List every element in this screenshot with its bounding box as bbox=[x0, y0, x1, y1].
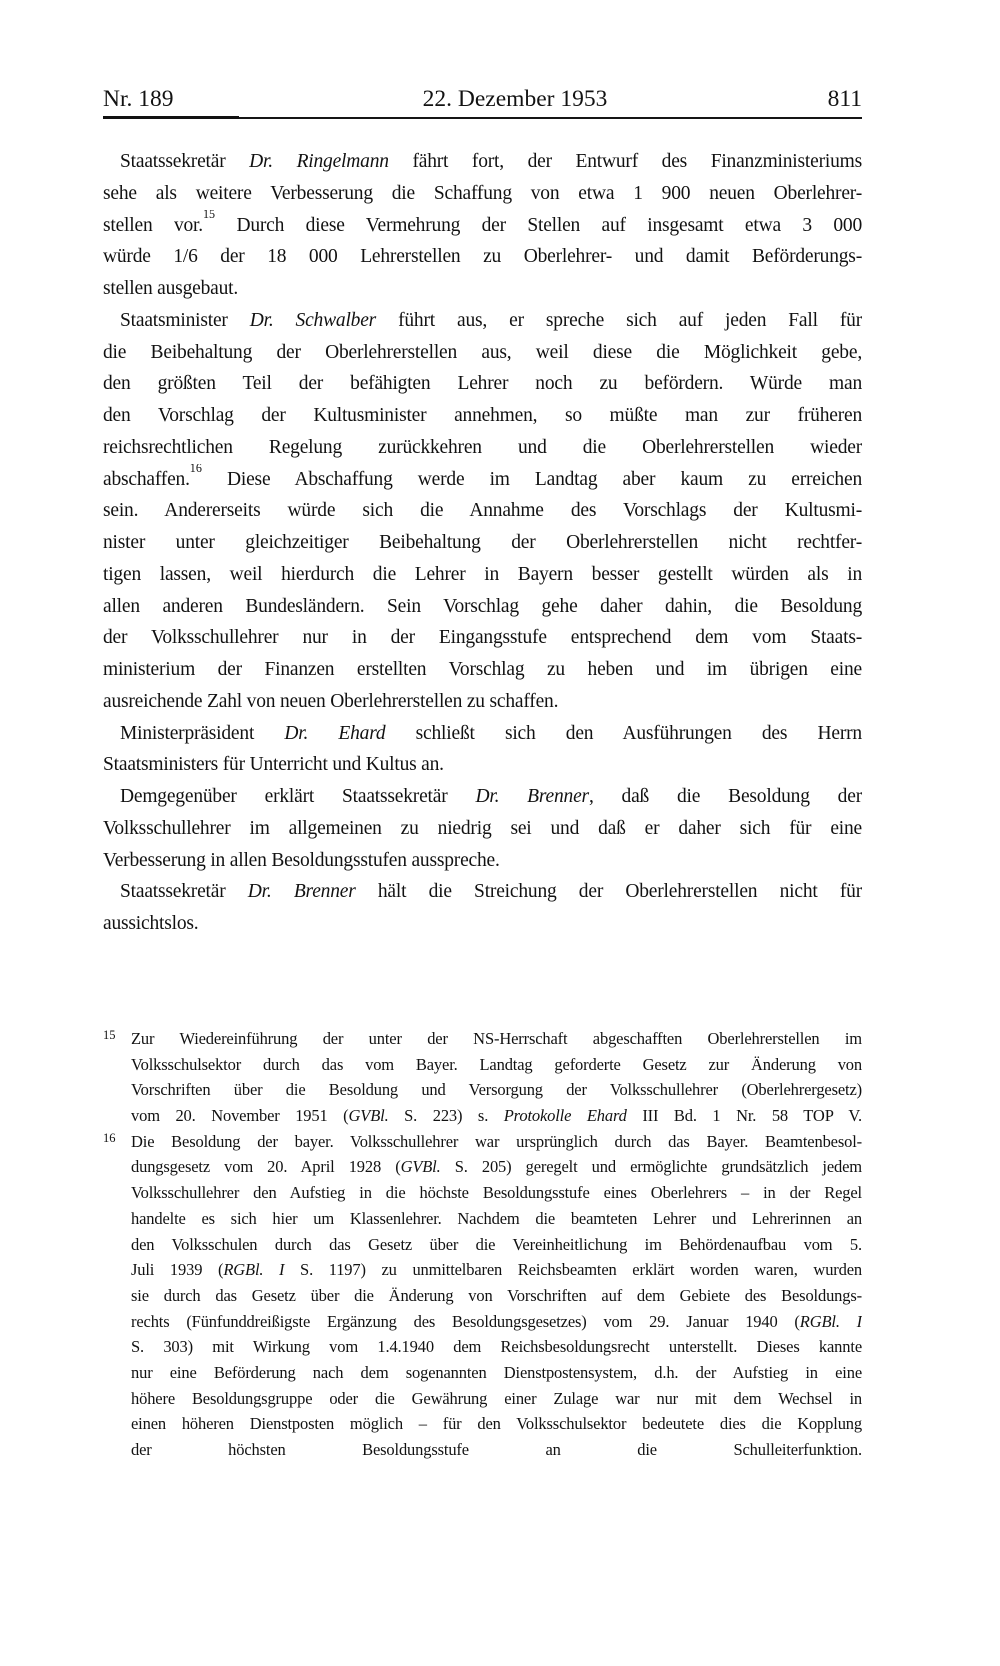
footnote-line bbox=[131, 1411, 862, 1437]
body-line bbox=[103, 749, 862, 781]
footnote-number: 16 bbox=[103, 1130, 116, 1145]
text-run: handelte es sich hier um Klassenlehrer. Nachdem die beamteten Lehrer und Lehrerinnen an bbox=[131, 1208, 862, 1228]
text-run: einen höheren Dienstposten möglich – für den Volksschulsektor bedeutete dies die Kopplung bbox=[131, 1414, 862, 1434]
footnote-line bbox=[131, 1437, 862, 1463]
body-line bbox=[103, 654, 862, 686]
body-text bbox=[103, 146, 862, 940]
text-run: Volksschulsektor durch das vom Bayer. Landtag geforderte Gesetz zur Änderung von bbox=[131, 1054, 862, 1074]
text-run: stellen vor. bbox=[103, 214, 203, 236]
body-line bbox=[103, 876, 862, 908]
page-header bbox=[103, 84, 862, 114]
text-run: Die Besoldung der bayer. Volksschullehrer war ursprünglich durch das Bayer. Beamtenbesol- bbox=[131, 1131, 862, 1151]
text-run: schließt sich den Ausführungen des Herrn bbox=[385, 722, 862, 744]
italic-name: RGBl. I bbox=[799, 1311, 862, 1331]
footnote-line bbox=[131, 1334, 862, 1360]
italic-name: GVBl. bbox=[348, 1106, 389, 1126]
text-run: Staatssekretär bbox=[120, 881, 248, 903]
body-line bbox=[103, 686, 862, 718]
text-run: die Beibehaltung der Oberlehrerstellen aus, weil diese die Möglichkeit gebe, bbox=[103, 341, 862, 363]
italic-name: Dr. Ehard bbox=[284, 722, 386, 744]
body-line bbox=[103, 400, 862, 432]
paragraph bbox=[103, 305, 862, 718]
text-run: Juli 1939 ( bbox=[131, 1260, 224, 1280]
footnote-number: 15 bbox=[103, 1028, 116, 1042]
italic-name: Dr. Brenner bbox=[475, 786, 589, 807]
italic-name: Protokolle Ehard bbox=[503, 1106, 627, 1126]
footnote bbox=[103, 1129, 862, 1463]
text-run: S. 205) geregelt und ermöglichte grundsätzlich jedem bbox=[440, 1157, 862, 1177]
text-run: reichsrechtlichen Regelung zurückkehren und die Oberlehrerstellen wieder bbox=[103, 436, 862, 458]
text-run: aussichtslos. bbox=[103, 913, 199, 934]
text-run: Diese Abschaffung werde im Landtag aber kaum zu erreichen bbox=[201, 468, 862, 490]
text-run: Staatssekretär bbox=[120, 151, 250, 172]
text-run: S. 223) s. bbox=[388, 1106, 504, 1126]
paragraph bbox=[103, 146, 862, 305]
document-number: Nr. 189 bbox=[103, 86, 174, 112]
footnote-line bbox=[131, 1386, 862, 1412]
text-run: führt aus, er spreche sich auf jeden Fall für bbox=[376, 309, 862, 331]
text-run: Demgegenüber erklärt Staatssekretär bbox=[120, 786, 476, 807]
footnote-line bbox=[131, 1026, 862, 1052]
text-run: S. 303) mit Wirkung vom 1.4.1940 dem Reichsbesoldungsrecht unterstellt. Dieses kannte bbox=[131, 1337, 862, 1357]
footnote-line bbox=[131, 1257, 862, 1283]
paragraph bbox=[103, 718, 862, 782]
text-run: ministerium der Finanzen erstellten Vorschlag zu heben und im übrigen eine bbox=[103, 659, 862, 680]
text-run: sehe als weitere Verbesserung die Schaffung von etwa 1 900 neuen Oberlehrer- bbox=[103, 182, 862, 204]
text-run: den Volksschulen durch das Gesetz über die Vereinheitlichung im Behördenaufbau vom 5. bbox=[131, 1234, 862, 1254]
footnote-line bbox=[131, 1180, 862, 1206]
body-line bbox=[103, 305, 862, 337]
body-line bbox=[103, 495, 862, 527]
text-run: den größten Teil der befähigten Lehrer noch zu befördern. Würde man bbox=[103, 373, 862, 395]
footnote-line bbox=[131, 1154, 862, 1180]
body-line bbox=[103, 559, 862, 591]
footnotes-section bbox=[103, 1026, 862, 1463]
header-divider bbox=[103, 117, 862, 119]
body-line bbox=[103, 908, 862, 940]
footnote-ref: 16 bbox=[189, 463, 202, 475]
body-line bbox=[103, 718, 862, 750]
text-run: Staatsministers für Unterricht und Kultus an. bbox=[103, 754, 444, 776]
text-run: hält die Streichung der Oberlehrerstellen nicht für bbox=[355, 881, 862, 903]
text-run: Volksschullehrer im allgemeinen zu niedrig sei und daß er daher sich für eine bbox=[103, 817, 862, 839]
body-line bbox=[103, 527, 862, 559]
footnote-line bbox=[131, 1103, 862, 1129]
text-run: Ministerpräsident bbox=[120, 722, 285, 744]
paragraph bbox=[103, 781, 862, 876]
text-run: III Bd. 1 Nr. 58 TOP V. bbox=[626, 1106, 862, 1126]
footnote-line bbox=[131, 1309, 862, 1335]
text-run: höhere Besoldungsgruppe oder die Gewährung einer Zulage war nur mit dem Wechsel in bbox=[131, 1388, 862, 1408]
body-line bbox=[103, 813, 862, 845]
body-line bbox=[103, 146, 862, 178]
footnote-line bbox=[131, 1232, 862, 1258]
text-run: rechts (Fünfunddreißigste Ergänzung des Besoldungsgesetzes) vom 29. Januar 1940 ( bbox=[131, 1311, 800, 1331]
text-run: der Volksschullehrer nur in der Eingangsstufe entsprechend dem vom Staats- bbox=[103, 627, 862, 649]
text-run: Verbesserung in allen Besoldungsstufen ausspreche. bbox=[103, 849, 500, 871]
text-run: vom 20. November 1951 ( bbox=[131, 1106, 349, 1126]
italic-name: Dr. Ringelmann bbox=[249, 151, 389, 172]
text-run: nur eine Beförderung nach dem sogenannten Dienstpostensystem, d.h. der Aufstieg in eine bbox=[131, 1362, 862, 1382]
text-run: stellen ausgebaut. bbox=[103, 278, 239, 299]
body-line bbox=[103, 273, 862, 305]
footnote-line bbox=[131, 1360, 862, 1386]
italic-name: RGBl. I bbox=[223, 1260, 285, 1280]
body-line bbox=[103, 241, 862, 273]
text-run: allen anderen Bundesländern. Sein Vorschlag gehe daher dahin, die Besoldung bbox=[103, 595, 862, 617]
italic-name: GVBl. bbox=[400, 1157, 441, 1177]
text-run: Vorschriften über die Besoldung und Versorgung der Volksschullehrer (Oberlehrergesetz) bbox=[131, 1080, 862, 1100]
text-run: sein. Andererseits würde sich die Annahme des Vorschlags der Kultusmi- bbox=[103, 500, 862, 522]
footnote-line bbox=[131, 1052, 862, 1078]
footnote-line bbox=[131, 1077, 862, 1103]
text-run: abschaffen. bbox=[103, 468, 190, 490]
body-line bbox=[103, 591, 862, 623]
body-line bbox=[103, 622, 862, 654]
body-line bbox=[103, 464, 862, 496]
body-line bbox=[103, 368, 862, 400]
italic-name: Dr. Brenner bbox=[247, 881, 356, 903]
text-run: Zur Wiedereinführung der unter der NS-Herrschaft abgeschafften Oberlehrerstellen im bbox=[131, 1029, 862, 1048]
page-number: 811 bbox=[827, 86, 862, 112]
italic-name: Dr. Schwalber bbox=[249, 309, 377, 331]
footnote-ref: 15 bbox=[202, 209, 216, 221]
text-run: dungsgesetz vom 20. April 1928 ( bbox=[131, 1157, 401, 1177]
text-run: würde 1/6 der 18 000 Lehrerstellen zu Oberlehrer- und damit Beförderungs- bbox=[103, 246, 862, 268]
text-run: tigen lassen, weil hierdurch die Lehrer in Bayern besser gestellt würden als in bbox=[103, 563, 862, 585]
text-run: den Vorschlag der Kultusminister annehmen, so müßte man zur früheren bbox=[103, 405, 862, 426]
footnote-line bbox=[131, 1129, 862, 1155]
body-line bbox=[103, 337, 862, 369]
footnote-line bbox=[131, 1283, 862, 1309]
body-line bbox=[103, 781, 862, 813]
footnote bbox=[103, 1026, 862, 1129]
text-run: nister unter gleichzeitiger Beibehaltung der Oberlehrerstellen nicht rechtfer- bbox=[103, 532, 862, 553]
text-run: Durch diese Vermehrung der Stellen auf insgesamt etwa 3 000 bbox=[215, 214, 862, 236]
text-run: S. 1197) zu unmittelbaren Reichsbeamten erklärt worden waren, wurden bbox=[284, 1260, 862, 1280]
body-line bbox=[103, 845, 862, 877]
body-line bbox=[103, 432, 862, 464]
footnote-line bbox=[131, 1206, 862, 1232]
text-run: der höchsten Besoldungsstufe an die Schulleiterfunktion. bbox=[131, 1440, 862, 1459]
text-run: Staatsminister bbox=[120, 309, 250, 331]
text-run: ausreichende Zahl von neuen Oberlehrerstellen zu schaffen. bbox=[103, 690, 559, 712]
header-date: 22. Dezember 1953 bbox=[422, 86, 608, 112]
text-run: sie durch das Gesetz über die Änderung von Vorschriften auf dem Gebiete des Besoldungs- bbox=[131, 1285, 862, 1305]
body-line bbox=[103, 210, 862, 242]
text-run: , daß die Besoldung der bbox=[588, 786, 862, 807]
text-run: fährt fort, der Entwurf des Finanzministeriums bbox=[388, 151, 862, 172]
paragraph bbox=[103, 876, 862, 940]
text-run: Volksschullehrer den Aufstieg in die höchste Besoldungsstufe eines Oberlehrers – in der Regel bbox=[131, 1183, 862, 1203]
body-line bbox=[103, 178, 862, 210]
